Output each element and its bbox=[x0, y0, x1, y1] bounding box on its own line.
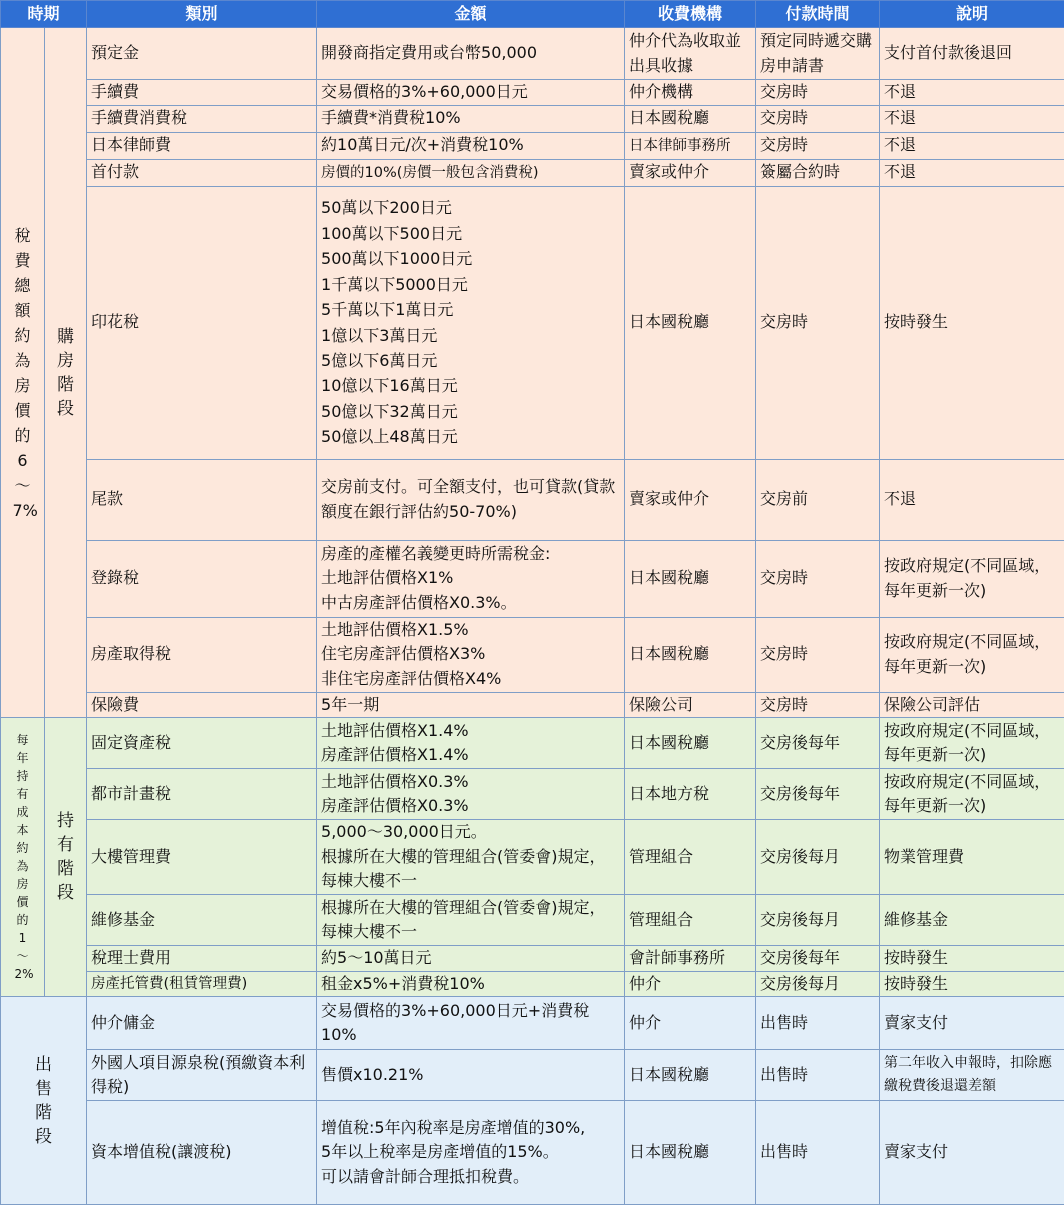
amount-cell: 土地評估價格X1.4% 房產評估價格X1.4% bbox=[317, 718, 625, 769]
header-description: 說明 bbox=[880, 1, 1064, 28]
amount-cell: 土地評估價格X1.5% 住宅房產評估價格X3% 非住宅房產評估價格X4% bbox=[317, 617, 625, 692]
payment-time-cell: 交房時 bbox=[756, 105, 880, 132]
description-cell: 第二年收入申報時，扣除應繳稅費後退還差額 bbox=[880, 1050, 1064, 1101]
agency-cell: 日本律師事務所 bbox=[625, 132, 756, 159]
payment-time-cell: 交房後每月 bbox=[756, 971, 880, 997]
amount-cell: 房產的產權名義變更時所需稅金: 土地評估價格X1% 中古房產評估價格X0.3%。 bbox=[317, 540, 625, 617]
agency-cell: 日本國稅廳 bbox=[625, 1050, 756, 1101]
amount-cell: 根據所在大樓的管理組合(管委會)規定，每棟大樓不一 bbox=[317, 895, 625, 946]
agency-cell: 管理組合 bbox=[625, 820, 756, 895]
agency-cell: 賣家或仲介 bbox=[625, 459, 756, 540]
header-amount: 金額 bbox=[317, 1, 625, 28]
category-cell: 手續費 bbox=[87, 80, 317, 106]
description-cell: 支付首付款後退回 bbox=[880, 28, 1064, 80]
category-cell: 都市計畫稅 bbox=[87, 769, 317, 820]
payment-time-cell: 交房時 bbox=[756, 186, 880, 459]
table-row bbox=[1, 617, 1064, 692]
table-row bbox=[1, 997, 1064, 1050]
amount-cell: 交易價格的3%+60,000日元 bbox=[317, 80, 625, 106]
payment-time-cell: 交房後每月 bbox=[756, 820, 880, 895]
description-cell: 物業管理費 bbox=[880, 820, 1064, 895]
amount-cell: 5,000～30,000日元。 根據所在大樓的管理組合(管委會)規定，每棟大樓不一 bbox=[317, 820, 625, 895]
amount-cell: 土地評估價格X0.3% 房產評估價格X0.3% bbox=[317, 769, 625, 820]
payment-time-cell: 交房後每年 bbox=[756, 718, 880, 769]
category-cell: 日本律師費 bbox=[87, 132, 317, 159]
description-cell: 不退 bbox=[880, 105, 1064, 132]
table-row bbox=[1, 28, 1064, 80]
payment-time-cell: 預定同時遞交購房申請書 bbox=[756, 28, 880, 80]
amount-cell: 房價的10%(房價一般包含消費稅) bbox=[317, 159, 625, 186]
description-cell: 按時發生 bbox=[880, 946, 1064, 972]
description-cell: 不退 bbox=[880, 159, 1064, 186]
category-cell: 固定資產稅 bbox=[87, 718, 317, 769]
agency-cell: 日本國稅廳 bbox=[625, 1101, 756, 1205]
amount-cell: 50萬以下200日元 100萬以下500日元 500萬以下1000日元 1千萬以下5000日元 5千萬以下1萬日元 1億以下3萬日元 5億以下6萬日元 10億以下16萬日元 50億以下32萬日元 50億以上48萬日元 bbox=[317, 186, 625, 459]
purchase-cost-note: 稅費總額約為房價的6～7% bbox=[1, 28, 45, 718]
agency-cell: 會計師事務所 bbox=[625, 946, 756, 972]
agency-cell: 保險公司 bbox=[625, 692, 756, 718]
payment-time-cell: 交房時 bbox=[756, 540, 880, 617]
table-row bbox=[1, 105, 1064, 132]
category-cell: 印花稅 bbox=[87, 186, 317, 459]
table-row bbox=[1, 895, 1064, 946]
description-cell: 維修基金 bbox=[880, 895, 1064, 946]
holding-stage-label: 持有階段 bbox=[45, 718, 87, 997]
category-cell: 維修基金 bbox=[87, 895, 317, 946]
category-cell: 預定金 bbox=[87, 28, 317, 80]
agency-cell: 仲介 bbox=[625, 971, 756, 997]
agency-cell: 賣家或仲介 bbox=[625, 159, 756, 186]
agency-cell: 日本國稅廳 bbox=[625, 540, 756, 617]
agency-cell: 仲介機構 bbox=[625, 80, 756, 106]
table-row bbox=[1, 132, 1064, 159]
agency-cell: 日本國稅廳 bbox=[625, 718, 756, 769]
category-cell: 首付款 bbox=[87, 159, 317, 186]
table-row bbox=[1, 80, 1064, 106]
category-cell: 仲介傭金 bbox=[87, 997, 317, 1050]
category-cell: 資本增值稅(讓渡稅) bbox=[87, 1101, 317, 1205]
category-cell: 房產取得稅 bbox=[87, 617, 317, 692]
header-category: 類別 bbox=[87, 1, 317, 28]
amount-cell: 開發商指定費用或台幣50,000 bbox=[317, 28, 625, 80]
amount-cell: 5年一期 bbox=[317, 692, 625, 718]
amount-cell: 約10萬日元/次+消費稅10% bbox=[317, 132, 625, 159]
payment-time-cell: 交房時 bbox=[756, 692, 880, 718]
table-row bbox=[1, 718, 1064, 769]
table-row bbox=[1, 186, 1064, 459]
description-cell: 不退 bbox=[880, 459, 1064, 540]
header-period: 時期 bbox=[1, 1, 87, 28]
amount-cell: 約5～10萬日元 bbox=[317, 946, 625, 972]
description-cell: 按時發生 bbox=[880, 186, 1064, 459]
category-cell: 大樓管理費 bbox=[87, 820, 317, 895]
description-cell: 賣家支付 bbox=[880, 997, 1064, 1050]
payment-time-cell: 交房後每年 bbox=[756, 769, 880, 820]
payment-time-cell: 交房時 bbox=[756, 80, 880, 106]
table-row bbox=[1, 971, 1064, 997]
table-row bbox=[1, 1101, 1064, 1205]
agency-cell: 管理組合 bbox=[625, 895, 756, 946]
description-cell: 按時發生 bbox=[880, 971, 1064, 997]
table-row bbox=[1, 692, 1064, 718]
amount-cell: 增值稅:5年內稅率是房產增值的30%, 5年以上稅率是房產增值的15%。 可以請會計師合理抵扣稅費。 bbox=[317, 1101, 625, 1205]
category-cell: 尾款 bbox=[87, 459, 317, 540]
agency-cell: 日本地方稅 bbox=[625, 769, 756, 820]
description-cell: 按政府規定(不同區域，每年更新一次) bbox=[880, 540, 1064, 617]
table-row bbox=[1, 459, 1064, 540]
payment-time-cell: 出售時 bbox=[756, 1101, 880, 1205]
amount-cell: 售價x10.21% bbox=[317, 1050, 625, 1101]
payment-time-cell: 出售時 bbox=[756, 1050, 880, 1101]
category-cell: 外國人項目源泉稅(預繳資本利得稅) bbox=[87, 1050, 317, 1101]
purchase-stage-label: 購房階段 bbox=[45, 28, 87, 718]
agency-cell: 日本國稅廳 bbox=[625, 617, 756, 692]
description-cell: 不退 bbox=[880, 80, 1064, 106]
description-cell: 賣家支付 bbox=[880, 1101, 1064, 1205]
description-cell: 按政府規定(不同區域，每年更新一次) bbox=[880, 769, 1064, 820]
header-row bbox=[1, 1, 1064, 28]
table-row bbox=[1, 159, 1064, 186]
agency-cell: 日本國稅廳 bbox=[625, 186, 756, 459]
description-cell: 保險公司評估 bbox=[880, 692, 1064, 718]
amount-cell: 交房前支付。可全額支付，也可貸款(貸款額度在銀行評估約50-70%) bbox=[317, 459, 625, 540]
table-row bbox=[1, 769, 1064, 820]
category-cell: 稅理士費用 bbox=[87, 946, 317, 972]
header-agency: 收費機構 bbox=[625, 1, 756, 28]
amount-cell: 手續費*消費稅10% bbox=[317, 105, 625, 132]
category-cell: 登錄稅 bbox=[87, 540, 317, 617]
header-payment-time: 付款時間 bbox=[756, 1, 880, 28]
agency-cell: 仲介代為收取並出具收據 bbox=[625, 28, 756, 80]
category-cell: 保險費 bbox=[87, 692, 317, 718]
description-cell: 不退 bbox=[880, 132, 1064, 159]
table-row bbox=[1, 946, 1064, 972]
description-cell: 按政府規定(不同區域，每年更新一次) bbox=[880, 617, 1064, 692]
category-cell: 房產托管費(租賃管理費) bbox=[87, 971, 317, 997]
description-cell: 按政府規定(不同區域，每年更新一次) bbox=[880, 718, 1064, 769]
table-row bbox=[1, 540, 1064, 617]
payment-time-cell: 出售時 bbox=[756, 997, 880, 1050]
payment-time-cell: 交房時 bbox=[756, 132, 880, 159]
table-row bbox=[1, 820, 1064, 895]
payment-time-cell: 交房後每月 bbox=[756, 895, 880, 946]
table-row bbox=[1, 1050, 1064, 1101]
sale-stage-label: 出售階段 bbox=[1, 997, 87, 1205]
amount-cell: 租金x5%+消費稅10% bbox=[317, 971, 625, 997]
agency-cell: 仲介 bbox=[625, 997, 756, 1050]
payment-time-cell: 交房前 bbox=[756, 459, 880, 540]
payment-time-cell: 交房後每年 bbox=[756, 946, 880, 972]
payment-time-cell: 簽屬合約時 bbox=[756, 159, 880, 186]
holding-cost-note: 每年持有成本約為房價的1～2% bbox=[1, 718, 45, 997]
category-cell: 手續費消費稅 bbox=[87, 105, 317, 132]
amount-cell: 交易價格的3%+60,000日元+消費稅10% bbox=[317, 997, 625, 1050]
payment-time-cell: 交房時 bbox=[756, 617, 880, 692]
agency-cell: 日本國稅廳 bbox=[625, 105, 756, 132]
